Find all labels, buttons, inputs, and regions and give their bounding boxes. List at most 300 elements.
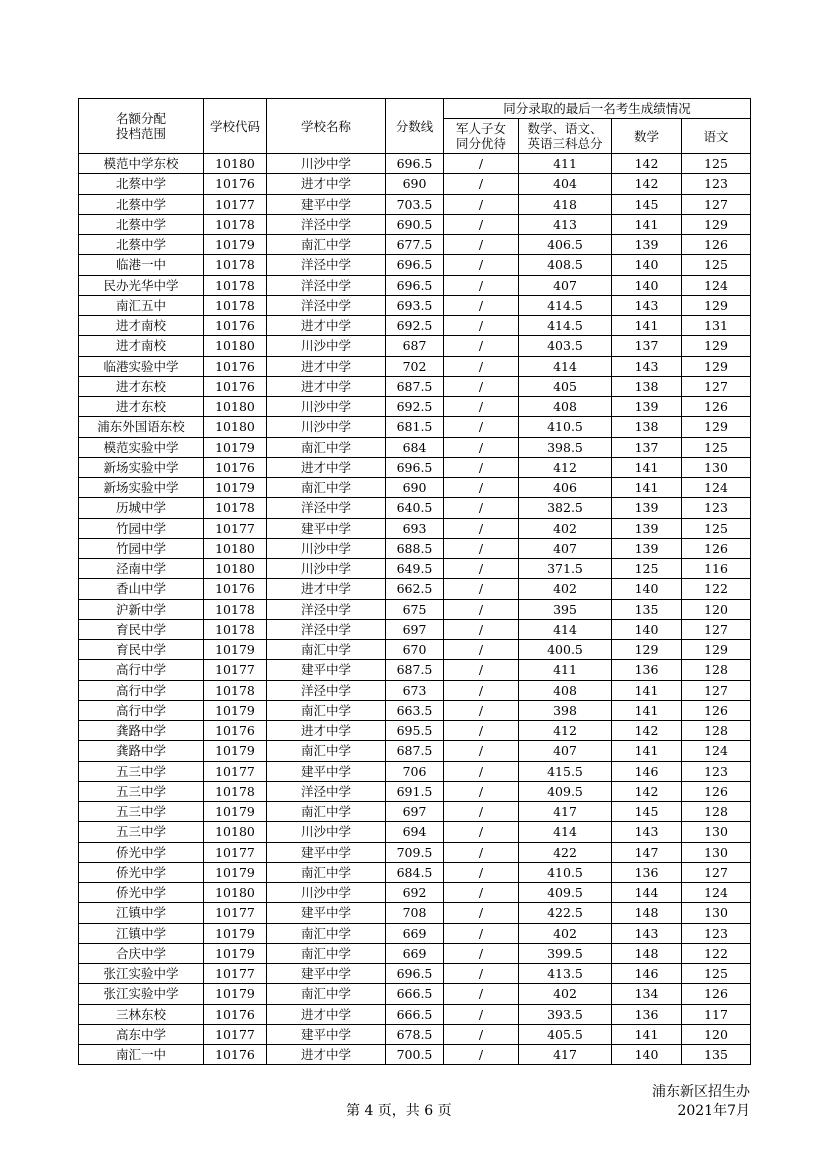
quota-school-cell: 侨光中学 [79, 883, 204, 903]
school-name-cell: 洋泾中学 [267, 680, 386, 700]
school-name-cell: 川沙中学 [267, 397, 386, 417]
math-score-cell: 140 [612, 619, 682, 639]
military-priority-cell: / [444, 255, 519, 275]
cutoff-score-cell: 640.5 [386, 498, 444, 518]
school-name-cell: 川沙中学 [267, 417, 386, 437]
cutoff-score-cell: 703.5 [386, 194, 444, 214]
military-priority-cell: / [444, 498, 519, 518]
table-row [79, 437, 751, 457]
cutoff-score-cell: 669 [386, 943, 444, 963]
school-code-cell: 10177 [204, 761, 267, 781]
chinese-score-cell: 125 [682, 255, 751, 275]
math-score-cell: 136 [612, 862, 682, 882]
school-name-cell: 建平中学 [267, 194, 386, 214]
school-code-cell: 10179 [204, 984, 267, 1004]
chinese-score-cell: 127 [682, 862, 751, 882]
school-name-cell: 南汇中学 [267, 235, 386, 255]
table-body [79, 154, 751, 1065]
math-score-cell: 140 [612, 579, 682, 599]
school-code-cell: 10177 [204, 1024, 267, 1044]
math-score-cell: 141 [612, 1024, 682, 1044]
school-code-cell: 10180 [204, 559, 267, 579]
table-row [79, 174, 751, 194]
military-priority-cell: / [444, 356, 519, 376]
military-priority-cell: / [444, 194, 519, 214]
table-row [79, 761, 751, 781]
chinese-score-cell: 128 [682, 721, 751, 741]
cutoff-score-cell: 694 [386, 822, 444, 842]
math-score-cell: 139 [612, 498, 682, 518]
table-row [79, 721, 751, 741]
math-score-cell: 143 [612, 822, 682, 842]
school-code-cell: 10177 [204, 660, 267, 680]
school-code-cell: 10178 [204, 680, 267, 700]
school-name-cell: 洋泾中学 [267, 599, 386, 619]
quota-school-cell: 高行中学 [79, 680, 204, 700]
table-row [79, 964, 751, 984]
school-code-cell: 10176 [204, 1045, 267, 1065]
cutoff-score-cell: 702 [386, 356, 444, 376]
quota-school-cell: 新场实验中学 [79, 457, 204, 477]
three-subject-total-cell: 406.5 [519, 235, 612, 255]
chinese-score-cell: 124 [682, 275, 751, 295]
chinese-score-cell: 129 [682, 214, 751, 234]
table-row [79, 336, 751, 356]
math-score-cell: 148 [612, 903, 682, 923]
math-score-cell: 135 [612, 599, 682, 619]
cutoff-score-cell: 687.5 [386, 376, 444, 396]
header-school-code: 学校代码 [204, 99, 267, 154]
quota-school-cell: 北蔡中学 [79, 194, 204, 214]
quota-school-cell: 沪新中学 [79, 599, 204, 619]
cutoff-score-cell: 697 [386, 802, 444, 822]
math-score-cell: 141 [612, 478, 682, 498]
school-code-cell: 10179 [204, 640, 267, 660]
cutoff-score-cell: 690 [386, 174, 444, 194]
military-priority-cell: / [444, 417, 519, 437]
school-name-cell: 南汇中学 [267, 640, 386, 660]
table-row [79, 862, 751, 882]
school-code-cell: 10179 [204, 235, 267, 255]
table-row [79, 498, 751, 518]
school-code-cell: 10176 [204, 316, 267, 336]
school-name-cell: 洋泾中学 [267, 781, 386, 801]
quota-school-cell: 浦东外国语东校 [79, 417, 204, 437]
math-score-cell: 146 [612, 964, 682, 984]
school-name-cell: 川沙中学 [267, 822, 386, 842]
chinese-score-cell: 123 [682, 761, 751, 781]
quota-school-cell: 育民中学 [79, 619, 204, 639]
cutoff-score-cell: 690 [386, 478, 444, 498]
military-priority-cell: / [444, 397, 519, 417]
chinese-score-cell: 130 [682, 822, 751, 842]
math-score-cell: 146 [612, 761, 682, 781]
chinese-score-cell: 130 [682, 457, 751, 477]
chinese-score-cell: 122 [682, 579, 751, 599]
school-code-cell: 10180 [204, 883, 267, 903]
cutoff-score-cell: 649.5 [386, 559, 444, 579]
quota-school-cell: 张江实验中学 [79, 984, 204, 1004]
chinese-score-cell: 117 [682, 1004, 751, 1024]
quota-school-cell: 进才南校 [79, 336, 204, 356]
math-score-cell: 144 [612, 883, 682, 903]
quota-school-cell: 张江实验中学 [79, 964, 204, 984]
cutoff-score-cell: 687 [386, 336, 444, 356]
three-subject-total-cell: 402 [519, 923, 612, 943]
header-chinese: 语文 [682, 119, 751, 154]
military-priority-cell: / [444, 781, 519, 801]
school-name-cell: 洋泾中学 [267, 619, 386, 639]
math-score-cell: 137 [612, 336, 682, 356]
cutoff-score-cell: 696.5 [386, 457, 444, 477]
quota-school-cell: 北蔡中学 [79, 235, 204, 255]
school-name-cell: 洋泾中学 [267, 214, 386, 234]
chinese-score-cell: 116 [682, 559, 751, 579]
table-row [79, 640, 751, 660]
chinese-score-cell: 124 [682, 741, 751, 761]
table-row [79, 194, 751, 214]
quota-school-cell: 五三中学 [79, 781, 204, 801]
quota-school-cell: 五三中学 [79, 822, 204, 842]
school-name-cell: 南汇中学 [267, 700, 386, 720]
military-priority-cell: / [444, 903, 519, 923]
cutoff-score-cell: 669 [386, 923, 444, 943]
cutoff-score-cell: 693.5 [386, 295, 444, 315]
quota-school-cell: 南汇一中 [79, 1045, 204, 1065]
school-name-cell: 进才中学 [267, 1045, 386, 1065]
chinese-score-cell: 131 [682, 316, 751, 336]
chinese-score-cell: 120 [682, 599, 751, 619]
page-number: 第 4 页，共 6 页 [346, 1103, 452, 1119]
cutoff-score-cell: 687.5 [386, 660, 444, 680]
chinese-score-cell: 127 [682, 680, 751, 700]
military-priority-cell: / [444, 862, 519, 882]
three-subject-total-cell: 407 [519, 275, 612, 295]
school-name-cell: 川沙中学 [267, 154, 386, 174]
math-score-cell: 142 [612, 174, 682, 194]
military-priority-cell: / [444, 1004, 519, 1024]
school-code-cell: 10179 [204, 700, 267, 720]
school-name-cell: 进才中学 [267, 316, 386, 336]
chinese-score-cell: 128 [682, 660, 751, 680]
school-code-cell: 10178 [204, 255, 267, 275]
table-row [79, 417, 751, 437]
chinese-score-cell: 123 [682, 923, 751, 943]
math-score-cell: 129 [612, 640, 682, 660]
military-priority-cell: / [444, 457, 519, 477]
school-code-cell: 10176 [204, 721, 267, 741]
school-code-cell: 10177 [204, 903, 267, 923]
school-code-cell: 10176 [204, 457, 267, 477]
military-priority-cell: / [444, 579, 519, 599]
cutoff-score-cell: 677.5 [386, 235, 444, 255]
cutoff-score-cell: 693 [386, 518, 444, 538]
school-code-cell: 10176 [204, 376, 267, 396]
military-priority-cell: / [444, 883, 519, 903]
three-subject-total-cell: 411 [519, 660, 612, 680]
table-row [79, 478, 751, 498]
cutoff-score-cell: 684.5 [386, 862, 444, 882]
school-name-cell: 建平中学 [267, 1024, 386, 1044]
cutoff-score-cell: 695.5 [386, 721, 444, 741]
three-subject-total-cell: 398.5 [519, 437, 612, 457]
quota-school-cell: 竹园中学 [79, 518, 204, 538]
three-subject-total-cell: 417 [519, 1045, 612, 1065]
three-subject-total-cell: 408 [519, 397, 612, 417]
three-subject-total-cell: 409.5 [519, 781, 612, 801]
school-name-cell: 南汇中学 [267, 437, 386, 457]
chinese-score-cell: 130 [682, 903, 751, 923]
school-code-cell: 10178 [204, 275, 267, 295]
math-score-cell: 142 [612, 781, 682, 801]
cutoff-score-cell: 696.5 [386, 154, 444, 174]
three-subject-total-cell: 422.5 [519, 903, 612, 923]
school-name-cell: 南汇中学 [267, 478, 386, 498]
military-priority-cell: / [444, 700, 519, 720]
three-subject-total-cell: 417 [519, 802, 612, 822]
issuer-office: 浦东新区招生办 [652, 1084, 750, 1100]
school-code-cell: 10179 [204, 741, 267, 761]
table-row [79, 255, 751, 275]
header-school-name: 学校名称 [267, 99, 386, 154]
three-subject-total-cell: 395 [519, 599, 612, 619]
school-name-cell: 南汇中学 [267, 984, 386, 1004]
three-subject-total-cell: 415.5 [519, 761, 612, 781]
cutoff-score-cell: 666.5 [386, 984, 444, 1004]
three-subject-total-cell: 414 [519, 822, 612, 842]
three-subject-total-cell: 402 [519, 518, 612, 538]
cutoff-score-cell: 700.5 [386, 1045, 444, 1065]
school-name-cell: 洋泾中学 [267, 255, 386, 275]
chinese-score-cell: 129 [682, 336, 751, 356]
military-priority-cell: / [444, 275, 519, 295]
cutoff-score-cell: 696.5 [386, 275, 444, 295]
chinese-score-cell: 123 [682, 498, 751, 518]
school-name-cell: 川沙中学 [267, 336, 386, 356]
chinese-score-cell: 126 [682, 538, 751, 558]
military-priority-cell: / [444, 640, 519, 660]
cutoff-score-cell: 708 [386, 903, 444, 923]
military-priority-cell: / [444, 984, 519, 1004]
math-score-cell: 139 [612, 538, 682, 558]
school-code-cell: 10178 [204, 214, 267, 234]
school-code-cell: 10180 [204, 397, 267, 417]
school-name-cell: 进才中学 [267, 721, 386, 741]
table-row [79, 680, 751, 700]
math-score-cell: 137 [612, 437, 682, 457]
table-row [79, 538, 751, 558]
chinese-score-cell: 130 [682, 842, 751, 862]
military-priority-cell: / [444, 437, 519, 457]
military-priority-cell: / [444, 680, 519, 700]
math-score-cell: 140 [612, 1045, 682, 1065]
three-subject-total-cell: 398 [519, 700, 612, 720]
math-score-cell: 125 [612, 559, 682, 579]
three-subject-total-cell: 422 [519, 842, 612, 862]
issue-date: 2021年7月 [677, 1103, 750, 1119]
three-subject-total-cell: 393.5 [519, 1004, 612, 1024]
school-code-cell: 10180 [204, 154, 267, 174]
math-score-cell: 136 [612, 1004, 682, 1024]
school-name-cell: 建平中学 [267, 518, 386, 538]
military-priority-cell: / [444, 599, 519, 619]
table-row [79, 923, 751, 943]
military-priority-cell: / [444, 761, 519, 781]
table-row [79, 822, 751, 842]
table-row [79, 802, 751, 822]
quota-school-cell: 江镇中学 [79, 923, 204, 943]
school-name-cell: 进才中学 [267, 1004, 386, 1024]
header-quota-range: 名额分配投档范围 [79, 99, 204, 154]
three-subject-total-cell: 402 [519, 984, 612, 1004]
school-code-cell: 10179 [204, 437, 267, 457]
school-name-cell: 南汇中学 [267, 802, 386, 822]
military-priority-cell: / [444, 1045, 519, 1065]
military-priority-cell: / [444, 964, 519, 984]
school-code-cell: 10180 [204, 336, 267, 356]
header-tie-breaker-group: 同分录取的最后一名考生成绩情况 [444, 99, 751, 119]
admission-score-table [78, 98, 751, 1065]
table-row [79, 883, 751, 903]
cutoff-score-cell: 697 [386, 619, 444, 639]
quota-school-cell: 模范中学东校 [79, 154, 204, 174]
quota-school-cell: 模范实验中学 [79, 437, 204, 457]
military-priority-cell: / [444, 518, 519, 538]
table-row [79, 559, 751, 579]
table-row [79, 842, 751, 862]
school-code-cell: 10179 [204, 478, 267, 498]
table-row [79, 154, 751, 174]
cutoff-score-cell: 688.5 [386, 538, 444, 558]
math-score-cell: 141 [612, 316, 682, 336]
cutoff-score-cell: 662.5 [386, 579, 444, 599]
three-subject-total-cell: 409.5 [519, 883, 612, 903]
school-name-cell: 洋泾中学 [267, 498, 386, 518]
school-name-cell: 建平中学 [267, 964, 386, 984]
quota-school-cell: 高行中学 [79, 700, 204, 720]
military-priority-cell: / [444, 842, 519, 862]
school-name-cell: 川沙中学 [267, 538, 386, 558]
cutoff-score-cell: 706 [386, 761, 444, 781]
quota-school-cell: 临港一中 [79, 255, 204, 275]
cutoff-score-cell: 692.5 [386, 316, 444, 336]
school-code-cell: 10180 [204, 538, 267, 558]
chinese-score-cell: 126 [682, 235, 751, 255]
three-subject-total-cell: 400.5 [519, 640, 612, 660]
table-row [79, 781, 751, 801]
school-name-cell: 进才中学 [267, 579, 386, 599]
cutoff-score-cell: 681.5 [386, 417, 444, 437]
quota-school-cell: 高东中学 [79, 1024, 204, 1044]
chinese-score-cell: 125 [682, 154, 751, 174]
chinese-score-cell: 127 [682, 619, 751, 639]
table-row [79, 275, 751, 295]
math-score-cell: 142 [612, 721, 682, 741]
three-subject-total-cell: 371.5 [519, 559, 612, 579]
chinese-score-cell: 125 [682, 964, 751, 984]
cutoff-score-cell: 691.5 [386, 781, 444, 801]
three-subject-total-cell: 413 [519, 214, 612, 234]
school-code-cell: 10178 [204, 619, 267, 639]
school-code-cell: 10176 [204, 356, 267, 376]
military-priority-cell: / [444, 822, 519, 842]
quota-school-cell: 江镇中学 [79, 903, 204, 923]
chinese-score-cell: 125 [682, 437, 751, 457]
three-subject-total-cell: 382.5 [519, 498, 612, 518]
cutoff-score-cell: 709.5 [386, 842, 444, 862]
three-subject-total-cell: 407 [519, 538, 612, 558]
chinese-score-cell: 129 [682, 295, 751, 315]
quota-school-cell: 五三中学 [79, 761, 204, 781]
military-priority-cell: / [444, 943, 519, 963]
chinese-score-cell: 129 [682, 640, 751, 660]
school-name-cell: 建平中学 [267, 903, 386, 923]
header-math: 数学 [612, 119, 682, 154]
math-score-cell: 143 [612, 356, 682, 376]
table-row [79, 457, 751, 477]
quota-school-cell: 进才东校 [79, 397, 204, 417]
chinese-score-cell: 127 [682, 194, 751, 214]
chinese-score-cell: 122 [682, 943, 751, 963]
military-priority-cell: / [444, 336, 519, 356]
quota-school-cell: 竹园中学 [79, 538, 204, 558]
table-row [79, 518, 751, 538]
cutoff-score-cell: 666.5 [386, 1004, 444, 1024]
military-priority-cell: / [444, 214, 519, 234]
three-subject-total-cell: 411 [519, 154, 612, 174]
cutoff-score-cell: 687.5 [386, 741, 444, 761]
three-subject-total-cell: 408 [519, 680, 612, 700]
table-row [79, 903, 751, 923]
cutoff-score-cell: 678.5 [386, 1024, 444, 1044]
military-priority-cell: / [444, 154, 519, 174]
school-name-cell: 进才中学 [267, 376, 386, 396]
military-priority-cell: / [444, 376, 519, 396]
three-subject-total-cell: 407 [519, 741, 612, 761]
chinese-score-cell: 120 [682, 1024, 751, 1044]
school-code-cell: 10177 [204, 194, 267, 214]
quota-school-cell: 五三中学 [79, 802, 204, 822]
school-name-cell: 川沙中学 [267, 883, 386, 903]
three-subject-total-cell: 410.5 [519, 862, 612, 882]
math-score-cell: 145 [612, 802, 682, 822]
quota-school-cell: 进才东校 [79, 376, 204, 396]
math-score-cell: 141 [612, 214, 682, 234]
school-code-cell: 10176 [204, 579, 267, 599]
math-score-cell: 141 [612, 457, 682, 477]
math-score-cell: 141 [612, 741, 682, 761]
three-subject-total-cell: 402 [519, 579, 612, 599]
school-name-cell: 建平中学 [267, 660, 386, 680]
cutoff-score-cell: 690.5 [386, 214, 444, 234]
math-score-cell: 138 [612, 376, 682, 396]
chinese-score-cell: 126 [682, 781, 751, 801]
military-priority-cell: / [444, 559, 519, 579]
math-score-cell: 139 [612, 518, 682, 538]
table-row [79, 660, 751, 680]
military-priority-cell: / [444, 235, 519, 255]
school-code-cell: 10177 [204, 842, 267, 862]
three-subject-total-cell: 414 [519, 619, 612, 639]
cutoff-score-cell: 684 [386, 437, 444, 457]
school-code-cell: 10178 [204, 781, 267, 801]
quota-school-cell: 北蔡中学 [79, 174, 204, 194]
table-row [79, 214, 751, 234]
math-score-cell: 136 [612, 660, 682, 680]
math-score-cell: 139 [612, 397, 682, 417]
school-code-cell: 10176 [204, 174, 267, 194]
three-subject-total-cell: 408.5 [519, 255, 612, 275]
